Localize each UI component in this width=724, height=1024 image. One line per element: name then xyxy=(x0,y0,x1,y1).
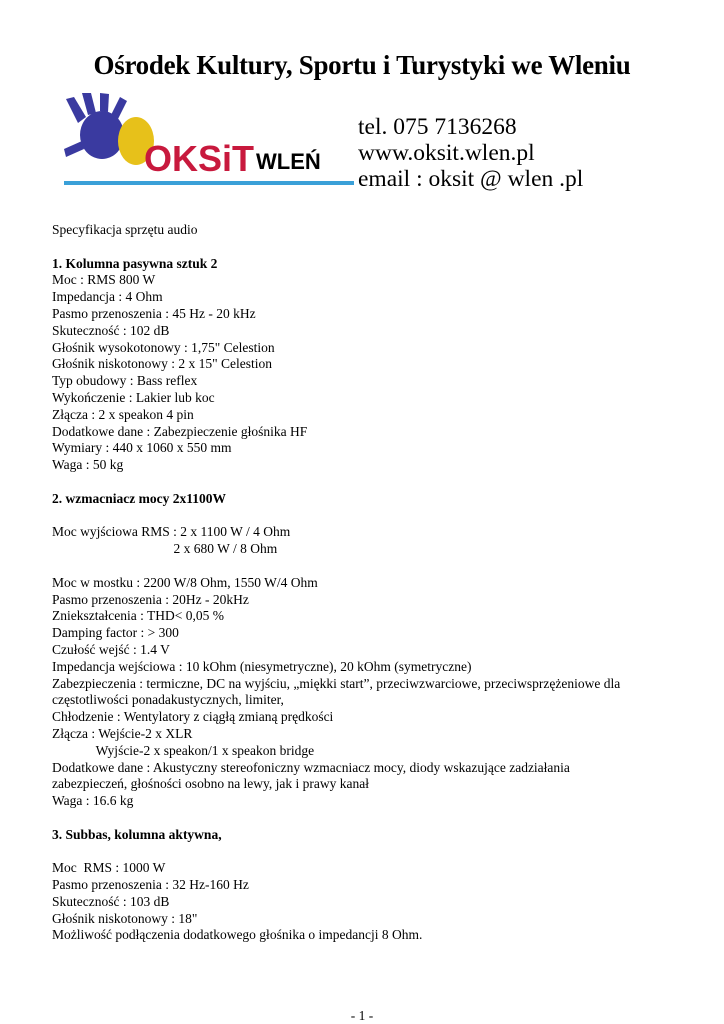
page-number: - 1 - xyxy=(350,1008,374,1023)
text-line: Waga : 16.6 kg xyxy=(52,793,134,809)
text-line: Dodatkowe dane : Akustyczny stereofoniczny wzmacniacz mocy, diody wskazujące zadziałania xyxy=(52,759,570,775)
section-heading: 2. wzmacniacz mocy 2x1100W xyxy=(52,490,226,506)
text-line: Impedancja : 4 Ohm xyxy=(52,289,163,305)
text-line: Dodatkowe dane : Zabezpieczenie głośnika HF xyxy=(52,423,308,439)
text-line: Waga : 50 kg xyxy=(52,457,124,473)
section-heading: 1. Kolumna pasywna sztuk 2 xyxy=(52,255,218,271)
contact-phone: tel. 075 7136268 xyxy=(358,114,517,140)
text-line xyxy=(52,810,692,827)
text-line: Moc RMS : 1000 W xyxy=(52,860,166,876)
text-line: Czułość wejść : 1.4 V xyxy=(52,641,170,657)
text-line: Zabezpieczenia : termiczne, DC na wyjściu, „miękki start”, przeciwzwarciowe, przeciwsprzężeniowe dla xyxy=(52,675,621,691)
oksit-logo xyxy=(64,93,354,193)
text-line xyxy=(52,843,692,860)
text-line: Możliwość podłączenia dodatkowego głośnika o impedancji 8 Ohm. xyxy=(52,927,423,943)
text-line: Głośnik wysokotonowy : 1,75" Celestion xyxy=(52,339,275,355)
text-line: Zniekształcenia : THD< 0,05 % xyxy=(52,608,224,624)
organization-title: Ośrodek Kultury, Sportu i Turystyki we Wleniu xyxy=(93,50,631,80)
logo-wordmark: OKSiT xyxy=(144,138,255,179)
text-line: Wykończenie : Lakier lub koc xyxy=(52,389,215,405)
text-line xyxy=(52,508,692,525)
text-line: 2 x 680 W / 8 Ohm xyxy=(52,541,278,557)
text-line: Pasmo przenoszenia : 32 Hz-160 Hz xyxy=(52,877,249,893)
text-line: Złącza : Wejście-2 x XLR xyxy=(52,725,193,741)
text-line: Moc : RMS 800 W xyxy=(52,272,156,288)
text-line xyxy=(52,558,692,575)
text-line: Impedancja wejściowa : 10 kOhm (niesymetryczne), 20 kOhm (symetryczne) xyxy=(52,658,472,674)
logo-city: WLEŃ xyxy=(256,149,321,174)
text-line: Złącza : 2 x speakon 4 pin xyxy=(52,406,194,422)
text-line: Chłodzenie : Wentylatory z ciągłą zmianą prędkości xyxy=(52,709,334,725)
text-line: częstotliwości ponadakustycznych, limiter, xyxy=(52,692,284,708)
text-line: Wyjście-2 x speakon/1 x speakon bridge xyxy=(52,742,315,758)
text-line: Pasmo przenoszenia : 45 Hz - 20 kHz xyxy=(52,305,256,321)
text-line: Typ obudowy : Bass reflex xyxy=(52,373,198,389)
contact-block xyxy=(358,114,583,192)
text-line: Damping factor : > 300 xyxy=(52,625,179,641)
text-line: Głośnik niskotonowy : 18" xyxy=(52,910,198,926)
text-line: Moc w mostku : 2200 W/8 Ohm, 1550 W/4 Ohm xyxy=(52,574,318,590)
text-line: Moc wyjściowa RMS : 2 x 1100 W / 4 Ohm xyxy=(52,524,291,540)
document-body xyxy=(52,222,692,944)
text-line xyxy=(52,239,692,256)
text-line: Pasmo przenoszenia : 20Hz - 20kHz xyxy=(52,591,249,607)
contact-website: www.oksit.wlen.pl xyxy=(358,140,535,166)
text-line: Głośnik niskotonowy : 2 x 15" Celestion xyxy=(52,356,273,372)
text-line: Skuteczność : 103 dB xyxy=(52,893,170,909)
text-line: Skuteczność : 102 dB xyxy=(52,322,170,338)
text-line: Specyfikacja sprzętu audio xyxy=(52,222,198,237)
section-heading: 3. Subbas, kolumna aktywna, xyxy=(52,826,222,842)
text-line xyxy=(52,474,692,491)
contact-email: email : oksit @ wlen .pl xyxy=(358,166,584,192)
text-line: Wymiary : 440 x 1060 x 550 mm xyxy=(52,440,232,456)
text-line: zabezpieczeń, głośności osobno na lewy, jak i prawy kanał xyxy=(52,776,370,792)
